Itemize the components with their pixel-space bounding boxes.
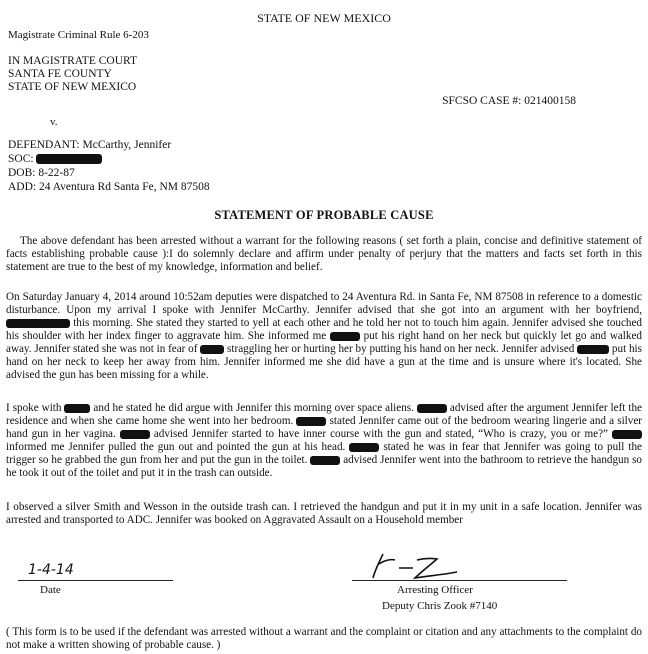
redaction-bar (349, 443, 379, 452)
officer-label: Arresting Officer (397, 584, 473, 596)
redaction-bar (310, 456, 340, 465)
intro-paragraph: The above defendant has been arrested without a warrant for the following reasons ( set forth a plain, concise and definitive statement of facts establishing probable cause ):I do solemnly declare and affirm under penalty of perjury that the matters and facts set forth in this statement are true to the best of my knowledge, information and belief. (6, 235, 642, 273)
form-footnote: ( This form is to be used if the defendant was arrested without a warrant and the complaint or citation and any attachments to the complaint do not make a written showing of probable cause. ) (6, 626, 642, 651)
defendant-block (8, 138, 210, 194)
redaction-bar (417, 404, 447, 413)
court-line: IN MAGISTRATE COURT (8, 55, 138, 67)
date-signature-line (18, 580, 173, 581)
defendant-address: ADD: 24 Aventura Rd Santa Fe, NM 87508 (8, 181, 210, 193)
officer-signature-line (352, 580, 567, 581)
date-label: Date (40, 584, 61, 596)
redaction-bar (612, 430, 642, 439)
incident-paragraph: On Saturday January 4, 2014 around 10:52am deputies were dispatched to 24 Aventura Rd. in Santa Fe, NM 87508 in reference to a domestic disturbance. Upon my arrival I spoke with Jennifer McCarthy. Jennifer advised that she got into an argument with her boyfriend, this morning. She stated they started to yell at each other and he told her not to touch him again. Jennifer advised she touched his shoulder with her index finger to aggravate him. She informed me put his right hand on her neck but quickly let go and walked away. Jennifer stated she was not in fear of straggling her or hurting her by putting his hand on her neck. Jennifer advised put his hand on her neck to keep her away from him. Jennifer informed me she did have a gun at the time and is unsure where it's located. She advised the gun has been missing for a while. (6, 291, 642, 381)
redaction-bar (64, 404, 90, 413)
court-line: STATE OF NEW MEXICO (8, 81, 137, 93)
rule-reference: Magistrate Criminal Rule 6-203 (8, 29, 149, 41)
redaction-bar (296, 417, 326, 426)
officer-signature (365, 550, 475, 582)
defendant-dob: DOB: 8-22-87 (8, 167, 75, 179)
redaction-bar (120, 430, 150, 439)
state-title: STATE OF NEW MEXICO (257, 11, 391, 25)
case-number: SFCSO CASE #: 021400158 (442, 95, 576, 107)
handwritten-date: 1-4-14 (28, 562, 74, 578)
court-block (8, 55, 137, 94)
redaction-bar (36, 154, 102, 164)
statement-title: STATEMENT OF PROBABLE CAUSE (214, 208, 434, 222)
court-line: SANTA FE COUNTY (8, 68, 112, 80)
interview-paragraph: I spoke with and he stated he did argue with Jennifer this morning over space aliens. advised after the argument Jennifer left the residence and when she came home she went into her bedroom. stated Jennifer came out of the bedroom wearing lingerie and a silver hand gun in her vagina. advised Jennifer started to have inner course with the gun and stated, “Who is crazy, you or me?” informed me Jennifer pulled the gun out and pointed the gun at his head. stated he was in fear that Jennifer was going to pull the trigger so he grabbed the gun from her and put the gun in the toilet. advised Jennifer went into the bathroom to retrieve the handgun so he took it out of the toilet and put it in the trash can outside. (6, 402, 642, 479)
redaction-bar (6, 319, 70, 328)
officer-name: Deputy Chris Zook #7140 (382, 600, 498, 612)
redaction-bar (200, 345, 224, 354)
redaction-bar (330, 332, 360, 341)
redaction-bar (577, 345, 609, 354)
defendant-name: DEFENDANT: McCarthy, Jennifer (8, 139, 172, 151)
evidence-paragraph: I observed a silver Smith and Wesson in the outside trash can. I retrieved the handgun and put it in my unit in a safe location. Jennifer was arrested and transported to ADC. Jennifer was booked on Aggravated Assault on a Household member (6, 501, 642, 526)
defendant-soc: SOC: (8, 152, 210, 166)
versus: v. (50, 116, 58, 128)
